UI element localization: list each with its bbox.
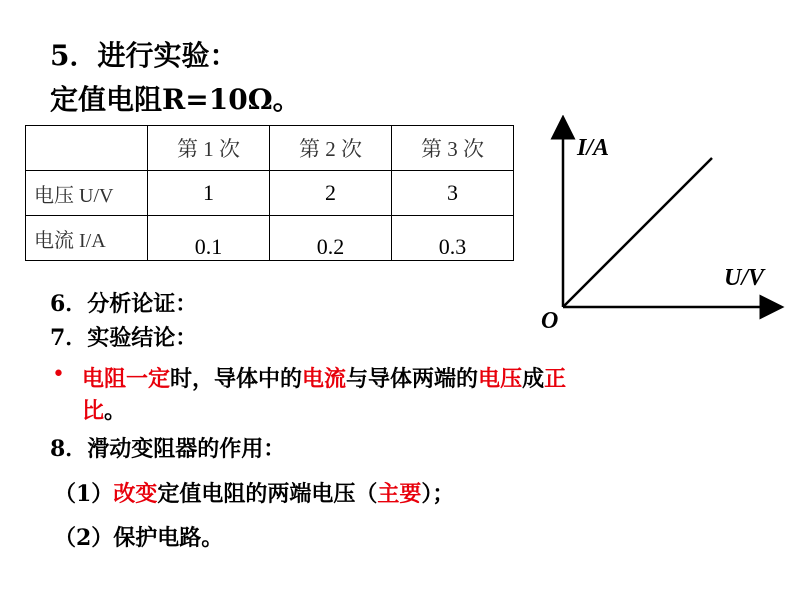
proportional-line [563, 158, 712, 307]
conclusion-proportional: 比 [82, 398, 105, 424]
item-1-text: 定值电阻的两端电压（ [157, 481, 378, 507]
function-item-2: （2）保护电路。 [54, 525, 224, 551]
conclusion-line [82, 362, 782, 393]
table-row [26, 171, 514, 216]
fixed-resistor-line: 定值电阻R=10Ω。 [50, 83, 301, 116]
current-voltage-graph [530, 115, 790, 340]
step-7: 7．实验结论： [50, 325, 198, 351]
conclusion-voltage: 电压 [478, 366, 523, 392]
step-6: 6．分析论证： [50, 291, 198, 317]
table-row [26, 216, 514, 261]
table-cell: 0.1 [148, 216, 270, 261]
table-header-cell [26, 126, 148, 171]
table-cell: 0.2 [270, 216, 392, 261]
table-header-cell: 第 2 次 [270, 126, 392, 171]
table-cell: 1 [148, 171, 270, 216]
conclusion-current: 电流 [302, 366, 347, 392]
step-8: 8．滑动变阻器的作用： [50, 436, 286, 462]
conclusion-resistance-constant: 电阻一定 [82, 366, 171, 392]
conclusion-direct: 正 [544, 366, 567, 392]
item-1-prefix: （1） [54, 481, 114, 507]
item-1-suffix: ）； [421, 481, 455, 507]
table-header-cell: 第 1 次 [148, 126, 270, 171]
table-header-row [26, 126, 514, 171]
conclusion-text: 时，导体中的 [170, 366, 303, 392]
x-axis-label: U/V [724, 265, 765, 291]
conclusion-period: 。 [104, 398, 127, 424]
conclusion-text: 与导体两端的 [346, 366, 479, 392]
section-title: 5．进行实验： [50, 39, 238, 72]
item-1-main: 主要 [377, 481, 422, 507]
function-item-1 [54, 477, 454, 508]
experiment-table [25, 125, 514, 261]
table-cell: 3 [392, 171, 514, 216]
y-axis-label: I/A [577, 135, 610, 161]
row-label-voltage: 电压 U/V [26, 171, 148, 216]
row-label-current: 电流 I/A [26, 216, 148, 261]
item-1-change: 改变 [113, 481, 158, 507]
bullet-dot: • [52, 362, 65, 387]
origin-label: O [541, 308, 559, 334]
conclusion-text: 成 [522, 366, 545, 392]
conclusion-line-2 [82, 394, 126, 425]
table-header-cell: 第 3 次 [392, 126, 514, 171]
table-cell: 0.3 [392, 216, 514, 261]
table-cell: 2 [270, 171, 392, 216]
